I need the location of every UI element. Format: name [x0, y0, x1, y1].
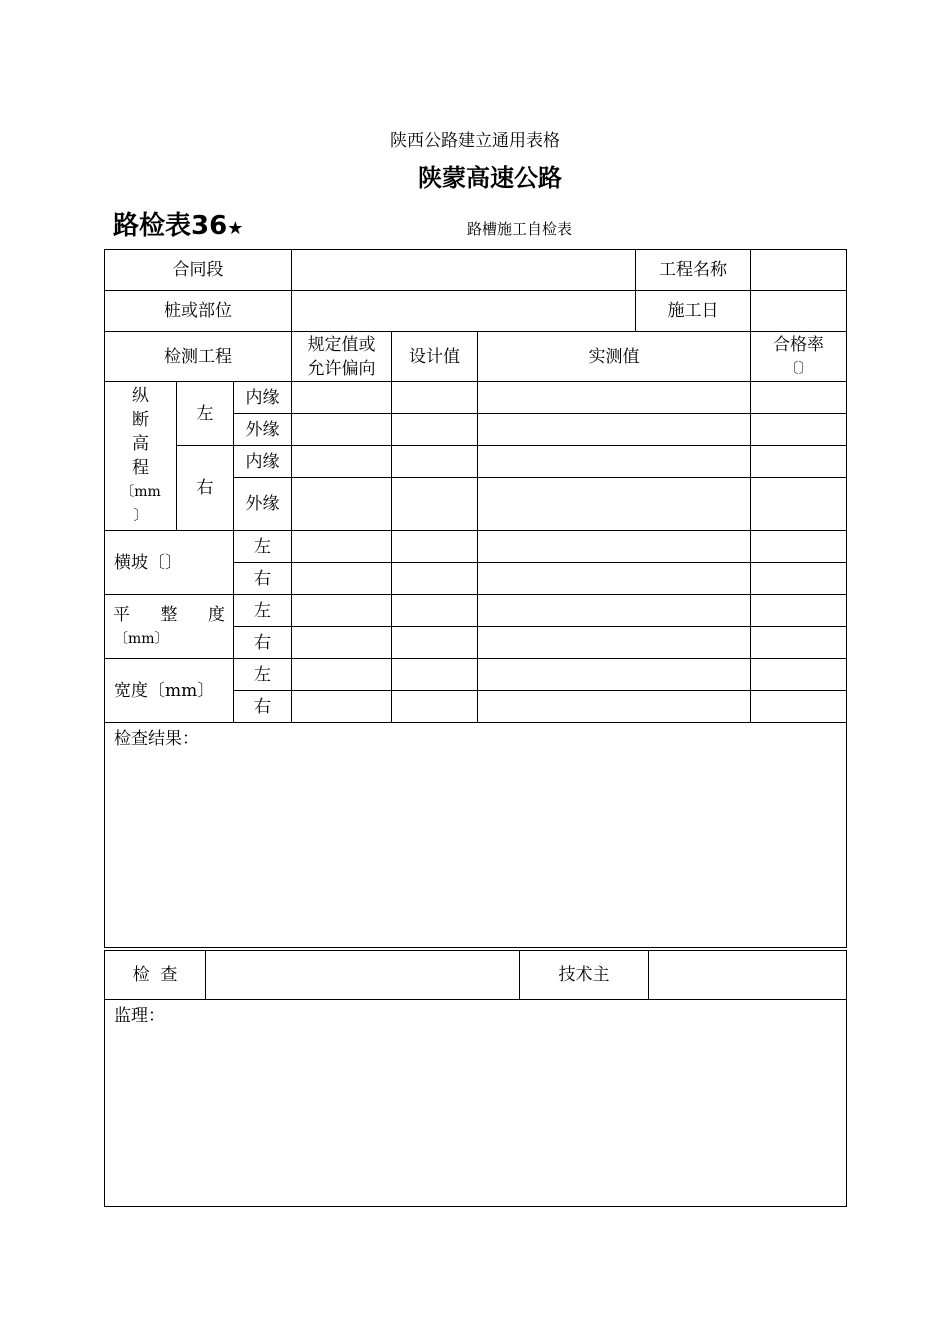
elevation-unit-close: 〕: [133, 508, 148, 524]
signoff-table: [104, 950, 847, 1207]
spec-cell[interactable]: [292, 414, 392, 446]
width-label: 宽度〔mm〕: [105, 659, 234, 723]
station-label: 桩或部位: [105, 291, 292, 332]
measured-cell[interactable]: [478, 414, 751, 446]
elevation-char: 高: [132, 434, 149, 454]
spec-cell[interactable]: [292, 563, 392, 595]
item-column-header: 检测工程: [105, 332, 292, 382]
flatness-label-chars: [105, 603, 233, 627]
flatness-char: 平: [113, 604, 130, 625]
design-cell[interactable]: [392, 382, 478, 414]
measured-cell[interactable]: [478, 382, 751, 414]
result-area[interactable]: [105, 723, 847, 948]
station-field[interactable]: [292, 291, 636, 332]
spec-cell[interactable]: [292, 691, 392, 723]
spec-cell[interactable]: [292, 595, 392, 627]
check-field[interactable]: [206, 951, 520, 1000]
design-cell[interactable]: [392, 446, 478, 478]
spec-cell[interactable]: [292, 659, 392, 691]
date-field[interactable]: [751, 291, 847, 332]
measured-cell[interactable]: [478, 478, 751, 531]
flatness-char: 度: [208, 604, 225, 625]
elevation-char: 断: [132, 410, 149, 430]
date-label: 施工日: [636, 291, 751, 332]
project-title: 陕蒙高速公路: [418, 164, 562, 192]
elevation-char: 纵: [132, 386, 149, 406]
pass-rate-cell[interactable]: [751, 531, 847, 563]
pass-rate-cell[interactable]: [751, 478, 847, 531]
result-label: 检查结果：: [114, 729, 199, 749]
width-left-label: 左: [234, 659, 292, 691]
tech-lead-label: 技术主: [520, 951, 649, 1000]
supervision-label: 监理：: [114, 1006, 165, 1026]
pass-header-line1: 合格率: [773, 334, 825, 355]
elevation-left-outer-label: 外缘: [234, 414, 292, 446]
form-name: 路槽施工自检表: [467, 220, 573, 238]
check-label: 检 查: [105, 951, 206, 1000]
measured-column-header: 实测值: [478, 332, 751, 382]
pass-rate-cell[interactable]: [751, 414, 847, 446]
elevation-label: [105, 382, 177, 531]
supervision-area[interactable]: [105, 1000, 847, 1207]
flatness-unit: 〔mm〕: [114, 630, 169, 647]
crossfall-left-label: 左: [234, 531, 292, 563]
inspection-table: [104, 249, 847, 948]
pass-rate-cell[interactable]: [751, 595, 847, 627]
spec-header-line2: 允许偏向: [307, 358, 376, 379]
spec-header-line1: 规定值或: [307, 334, 376, 355]
design-cell[interactable]: [392, 659, 478, 691]
flatness-char: 整: [160, 604, 178, 625]
flatness-left-label: 左: [234, 595, 292, 627]
form-code-text: 路检表36: [113, 211, 228, 241]
measured-cell[interactable]: [478, 691, 751, 723]
crossfall-right-label: 右: [234, 563, 292, 595]
design-cell[interactable]: [392, 531, 478, 563]
measured-cell[interactable]: [478, 659, 751, 691]
elevation-char: 程: [132, 458, 149, 478]
flatness-right-label: 右: [234, 627, 292, 659]
pass-rate-cell[interactable]: [751, 563, 847, 595]
elevation-left-label: 左: [177, 382, 234, 446]
width-right-label: 右: [234, 691, 292, 723]
elevation-right-inner-label: 内缘: [234, 446, 292, 478]
spec-cell[interactable]: [292, 478, 392, 531]
elevation-left-inner-label: 内缘: [234, 382, 292, 414]
design-column-header: 设计值: [392, 332, 478, 382]
spec-cell[interactable]: [292, 446, 392, 478]
project-name-field[interactable]: [751, 250, 847, 291]
design-cell[interactable]: [392, 478, 478, 531]
crossfall-label: 横坡〔〕: [105, 531, 234, 595]
elevation-right-outer-label: 外缘: [234, 478, 292, 531]
pass-rate-cell[interactable]: [751, 627, 847, 659]
org-title: 陕西公路建立通用表格: [390, 131, 560, 151]
pass-header-line2: 〔〕: [784, 360, 813, 377]
pass-rate-cell[interactable]: [751, 382, 847, 414]
design-cell[interactable]: [392, 595, 478, 627]
spec-column-header: [292, 332, 392, 382]
measured-cell[interactable]: [478, 627, 751, 659]
design-cell[interactable]: [392, 691, 478, 723]
project-name-label: 工程名称: [636, 250, 751, 291]
pass-rate-cell[interactable]: [751, 659, 847, 691]
measured-cell[interactable]: [478, 563, 751, 595]
elevation-right-label: 右: [177, 446, 234, 531]
spec-cell[interactable]: [292, 627, 392, 659]
spec-cell[interactable]: [292, 531, 392, 563]
contract-label: 合同段: [105, 250, 292, 291]
measured-cell[interactable]: [478, 595, 751, 627]
pass-rate-cell[interactable]: [751, 446, 847, 478]
elevation-unit: 〔mm: [120, 484, 161, 500]
measured-cell[interactable]: [478, 531, 751, 563]
spec-cell[interactable]: [292, 382, 392, 414]
measured-cell[interactable]: [478, 446, 751, 478]
pass-rate-column-header: [751, 332, 847, 382]
design-cell[interactable]: [392, 563, 478, 595]
star-mark-icon: ★: [227, 218, 244, 239]
tech-lead-field[interactable]: [649, 951, 847, 1000]
design-cell[interactable]: [392, 414, 478, 446]
design-cell[interactable]: [392, 627, 478, 659]
flatness-label: [105, 595, 234, 659]
contract-field[interactable]: [292, 250, 636, 291]
pass-rate-cell[interactable]: [751, 691, 847, 723]
form-code: [113, 205, 243, 242]
